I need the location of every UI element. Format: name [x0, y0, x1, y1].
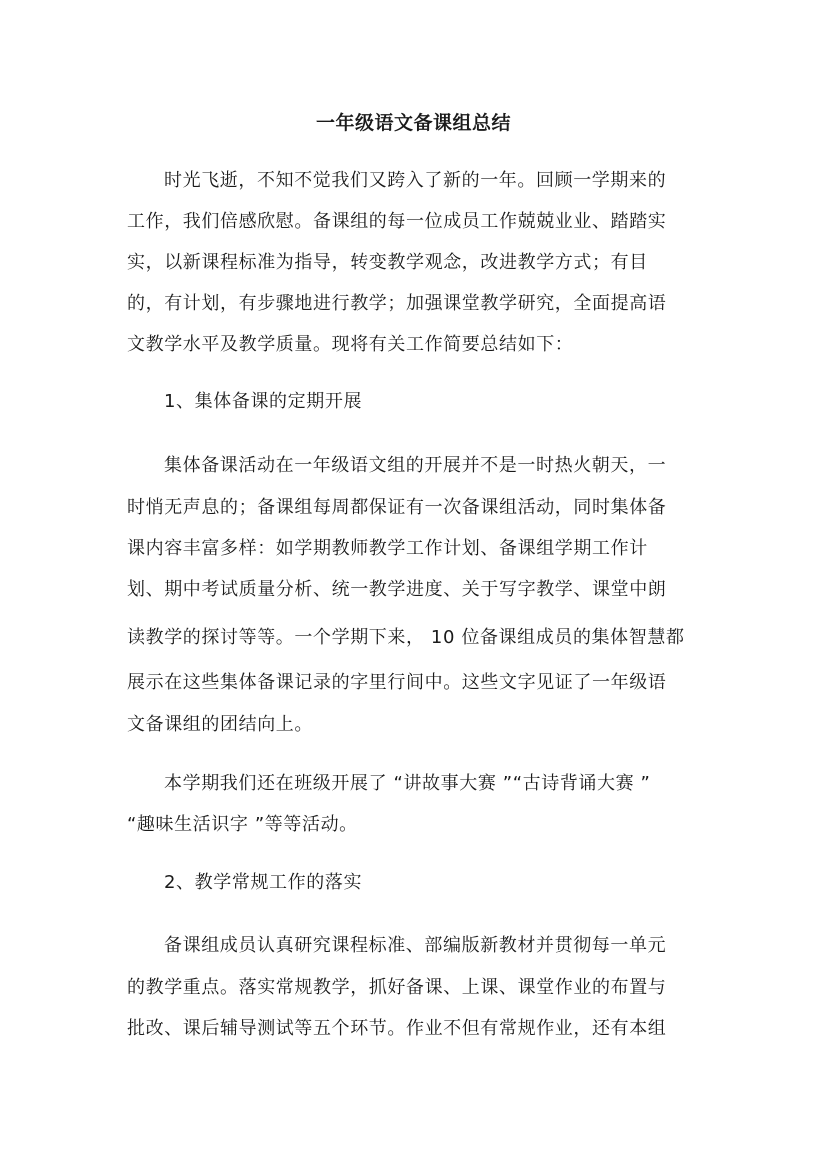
paragraph-line: 时光飞逝，不知不觉我们又跨入了新的一年。回顾一学期来的	[164, 170, 667, 191]
paragraph-line: 文备课组的团结向上。	[127, 714, 313, 735]
paragraph-line: 读教学的探讨等等。一个学期下来， 10 位备课组成员的集体智慧都	[127, 627, 685, 648]
paragraph-line: 时悄无声息的；备课组每周都保证有一次备课组活动，同时集体备	[127, 497, 667, 518]
section-heading: 1、集体备课的定期开展	[164, 391, 363, 412]
paragraph-line: 集体备课活动在一年级语文组的开展并不是一时热火朝天，一	[164, 455, 667, 476]
paragraph-line: 课内容丰富多样：如学期教师教学工作计划、备课组学期工作计	[127, 538, 648, 559]
paragraph-line: 的教学重点。落实常规教学，抓好备课、上课、课堂作业的布置与	[127, 977, 667, 998]
paragraph-line: 的，有计划，有步骤地进行教学；加强课堂教学研究，全面提高语	[127, 293, 667, 314]
document-title: 一年级语文备课组总结	[315, 112, 511, 134]
paragraph-line: 展示在这些集体备课记录的字里行间中。这些文字见证了一年级语	[127, 672, 667, 693]
paragraph-line: 本学期我们还在班级开展了 “讲故事大赛 ”“古诗背诵大赛 ”	[164, 773, 651, 794]
paragraph-line: 备课组成员认真研究课程标准、部编版新教材并贯彻每一单元	[164, 935, 667, 956]
paragraph-line: “趣味生活识字 ”等等活动。	[127, 814, 358, 835]
paragraph-line: 文教学水平及教学质量。现将有关工作简要总结如下：	[127, 334, 574, 355]
paragraph-line: 工作，我们倍感欣慰。备课组的每一位成员工作兢兢业业、踏踏实	[127, 211, 667, 232]
section-heading: 2、教学常规工作的落实	[164, 872, 363, 893]
paragraph-line: 划、期中考试质量分析、统一教学进度、关于写字教学、课堂中朗	[127, 579, 667, 600]
paragraph-line: 实，以新课程标准为指导，转变教学观念，改进教学方式；有目	[127, 252, 648, 273]
paragraph-line: 批改、课后辅导测试等五个环节。作业不但有常规作业，还有本组	[127, 1018, 667, 1039]
